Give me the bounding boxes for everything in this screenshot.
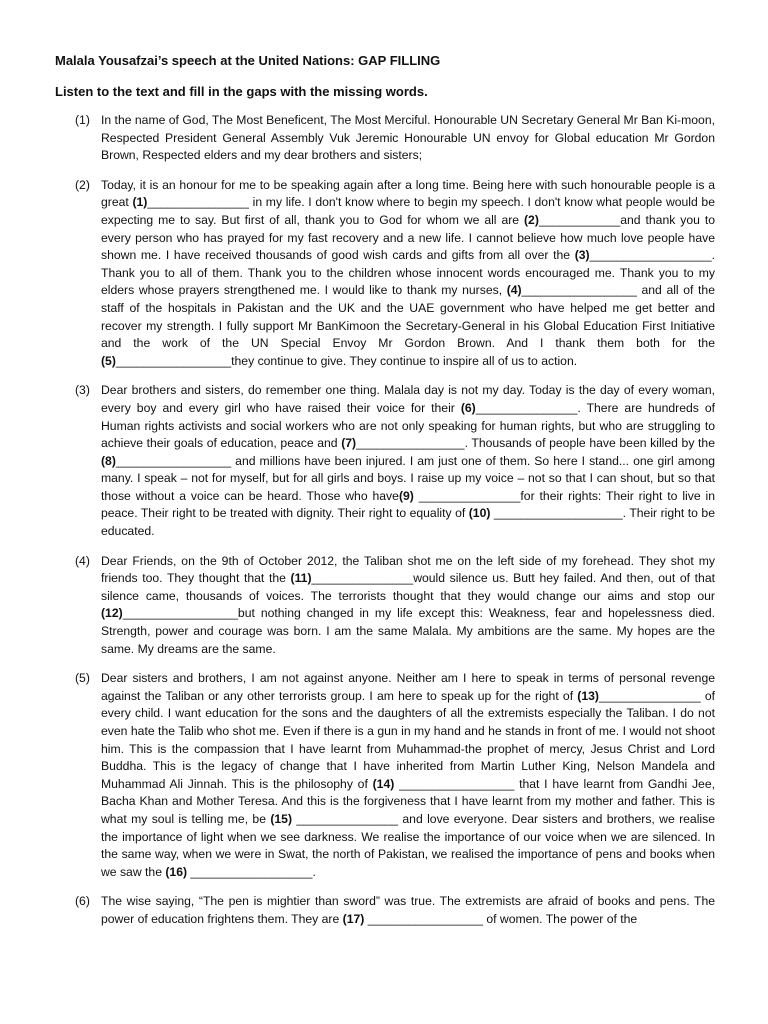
gap-blank[interactable] [132,195,249,209]
paragraph [55,553,715,659]
gap-blank[interactable] [343,912,483,926]
gap-number: (6) [460,400,476,415]
paragraph-number: (1) [75,113,90,127]
paragraph-text: In the name of God, The Most Beneficent, The Most Merciful. Honourable UN Secretary General Mr Ban Ki-moon, Respected President General Assembly Vuk Jeremic Honourable UN envoy for Global education Mr Gordon Brown, Respected elders and my dear brothers and sisters; [101,113,715,163]
paragraph-number: (3) [75,383,90,398]
gap-blank[interactable] [291,571,414,585]
gap-number: (11) [290,571,312,586]
gap-number: (7) [341,436,357,451]
gap-number: (15) [270,811,293,826]
gap-blank[interactable] [165,865,315,879]
paragraph-text: Dear Friends, on the 9th of October 2012, the Taliban shot me on the left side of my forehead. They shot my friends too. They thought that the (11)_______________would silence us. Butt hey failed. And then, out of that silence came, thousands of voices. The terrorists thought that they would change our aims and stop our (12)_________________but nothing changed in my life except this: Weakness, fear and hopelessness died. Strength, power and courage was born. I am the same Malala. My ambitions are the same. My hopes are the same. My dreams are the same. [101,553,715,656]
gap-line[interactable]: _______________. [475,400,581,415]
paragraph [55,177,715,371]
gap-line[interactable]: _______________ [311,571,414,586]
gap-blank[interactable] [373,777,515,791]
gap-line[interactable]: _________________ [521,283,637,298]
gap-number: (1) [132,195,148,210]
gap-blank[interactable] [270,812,292,826]
gap-blank[interactable] [469,506,626,520]
gap-blank[interactable] [341,436,468,450]
gap-line[interactable]: _________________ [122,606,238,621]
gap-line[interactable]: _________________ [115,353,232,368]
worksheet [55,52,715,941]
paragraph [55,382,715,540]
gap-line[interactable]: ________________. [356,436,468,451]
instructions: Listen to the text and fill in the gaps with the missing words. [55,84,428,99]
gap-line[interactable]: _________________ [394,776,515,791]
paragraph-number: (6) [75,894,90,909]
gap-line[interactable]: _________________ [115,453,232,468]
gap-blank[interactable] [399,489,414,503]
gap-number: (5) [101,353,116,368]
gap-number: (17) [342,911,365,926]
gap-number: (16) [165,864,188,879]
paragraph-text: Dear sisters and brothers, I am not against anyone. Neither am I here to speak in terms of personal revenge against the Taliban or any other terrorists group. I am here to speak up for the right of (13)_______________ of every child. I want education for the sons and the daughters of all the extremists especially the Taliban. I do not even hate the Talib who shot me. Even if there is a gun in my hand and he stands in front of me. I would not shoot him. This is the compassion that I have learnt from Muhammad-the prophet of mercy, Jesus Christ and Lord Buddha. This is the legacy of change that I have inherited from Martin Luther King, Nelson Mandela and Muhammad Ali Jinnah. This is the philosophy of (14) _________________ that I have learnt from Gandhi Jee, Bacha Khan and Mother Teresa. And this is the forgiveness that I have learnt from my mother and father. This is what my soul is telling me, be (15) _______________ and love everyone. Dear sisters and brothers, we realise the importance of light when we see darkness. We realise the importance of our voice when we are silenced. In the same way, when we were in Swat, the north of Pakistan, we realised the importance of pens and books when we saw the (16) __________________. [101,671,716,879]
gap-blank[interactable] [507,283,637,297]
paragraph-text: Dear brothers and sisters, do remember one thing. Malala day is not my day. Today is the day of every woman, every boy and every girl who have raised their voice for their (6)_______________. There are hundreds of Human rights activists and social workers who are not only speaking for human rights, but who are struggling to achieve their goals of education, peace and (7)________________. Thousands of people have been killed by the (8)_________________ and millions have been injured. I am just one of them. So here I stand... one girl among many. I speak – not for myself, but for all girls and boys. I raise up my voice – not so that I can shout, but so that those without a voice can be heard. Those who have(9) _______________for their rights: Their right to live in peace. Their right to be treated with dignity. Their right to equality of (10) ___________________. Their right to be educated. [101,383,716,539]
gap-line[interactable]: _________________ [364,911,483,926]
gap-blank[interactable] [461,401,581,415]
paragraph-number: (5) [75,671,90,686]
gap-number: (2) [524,212,539,227]
gap-line[interactable]: _______________ [147,195,250,210]
gap-blank[interactable] [577,689,700,703]
gap-blank[interactable] [575,248,715,262]
gap-number: (4) [506,283,522,298]
gap-number: (9) [398,488,414,503]
paragraph-number: (2) [75,177,90,192]
gap-line[interactable]: ____________ [538,212,621,227]
paragraph [55,893,715,928]
gap-number: (14) [372,776,395,791]
gap-line[interactable]: _______________ [598,688,701,703]
paragraph-number: (4) [75,553,90,568]
paragraph [55,670,715,881]
paragraph-text: The wise saying, “The pen is mightier than sword” was true. The extremists are afraid of books and pens. The power of education frightens them. They are (17) _________________ of women. The power of the [101,894,715,926]
gap-blank[interactable] [101,454,231,468]
gap-number: (10) [468,506,491,521]
gap-number: (3) [574,248,590,263]
gap-blank[interactable] [101,354,231,368]
gap-line[interactable]: __________________. [187,864,316,879]
paragraph-text: Today, it is an honour for me to be speaking again after a long time. Being here with such honourable people is a great (1)_______________ in my life. I don't know where to begin my speech. I don't know what people would be expecting me to say. But first of all, thank you to God for whom we all are (2)____________and thank you to every person who has prayed for my fast recovery and a new life. I cannot believe how much love people have shown me. I have received thousands of good wish cards and gifts from all over the (3)__________________. Thank you to all of them. Thank you to the children whose innocent words encouraged me. Thank you to my elders whose prayers strengthened me. I would like to thank my nurses, (4)_________________ and all of the staff of the hospitals in Pakistan and the UK and the UAE government who have helped me get better and recover my strength. I fully support Mr BanKimoon the Secretary-General in his Global Education First Initiative and the work of the UN Special Envoy Mr Gordon Brown. And I thank them both for the (5)_________________they continue to give. They continue to inspire all of us to action. [101,177,716,368]
paragraph [55,112,715,165]
gap-number: (8) [101,453,116,468]
gap-line[interactable]: ___________________. [490,506,627,521]
gap-blank[interactable] [101,606,238,620]
gap-number: (12) [101,606,123,621]
gap-number: (13) [577,688,599,703]
gap-line[interactable]: __________________. [589,248,715,263]
paragraph-list [55,112,715,929]
gap-blank[interactable] [524,213,620,227]
worksheet-title: Malala Yousafzai’s speech at the United Nations: GAP FILLING [55,53,441,68]
